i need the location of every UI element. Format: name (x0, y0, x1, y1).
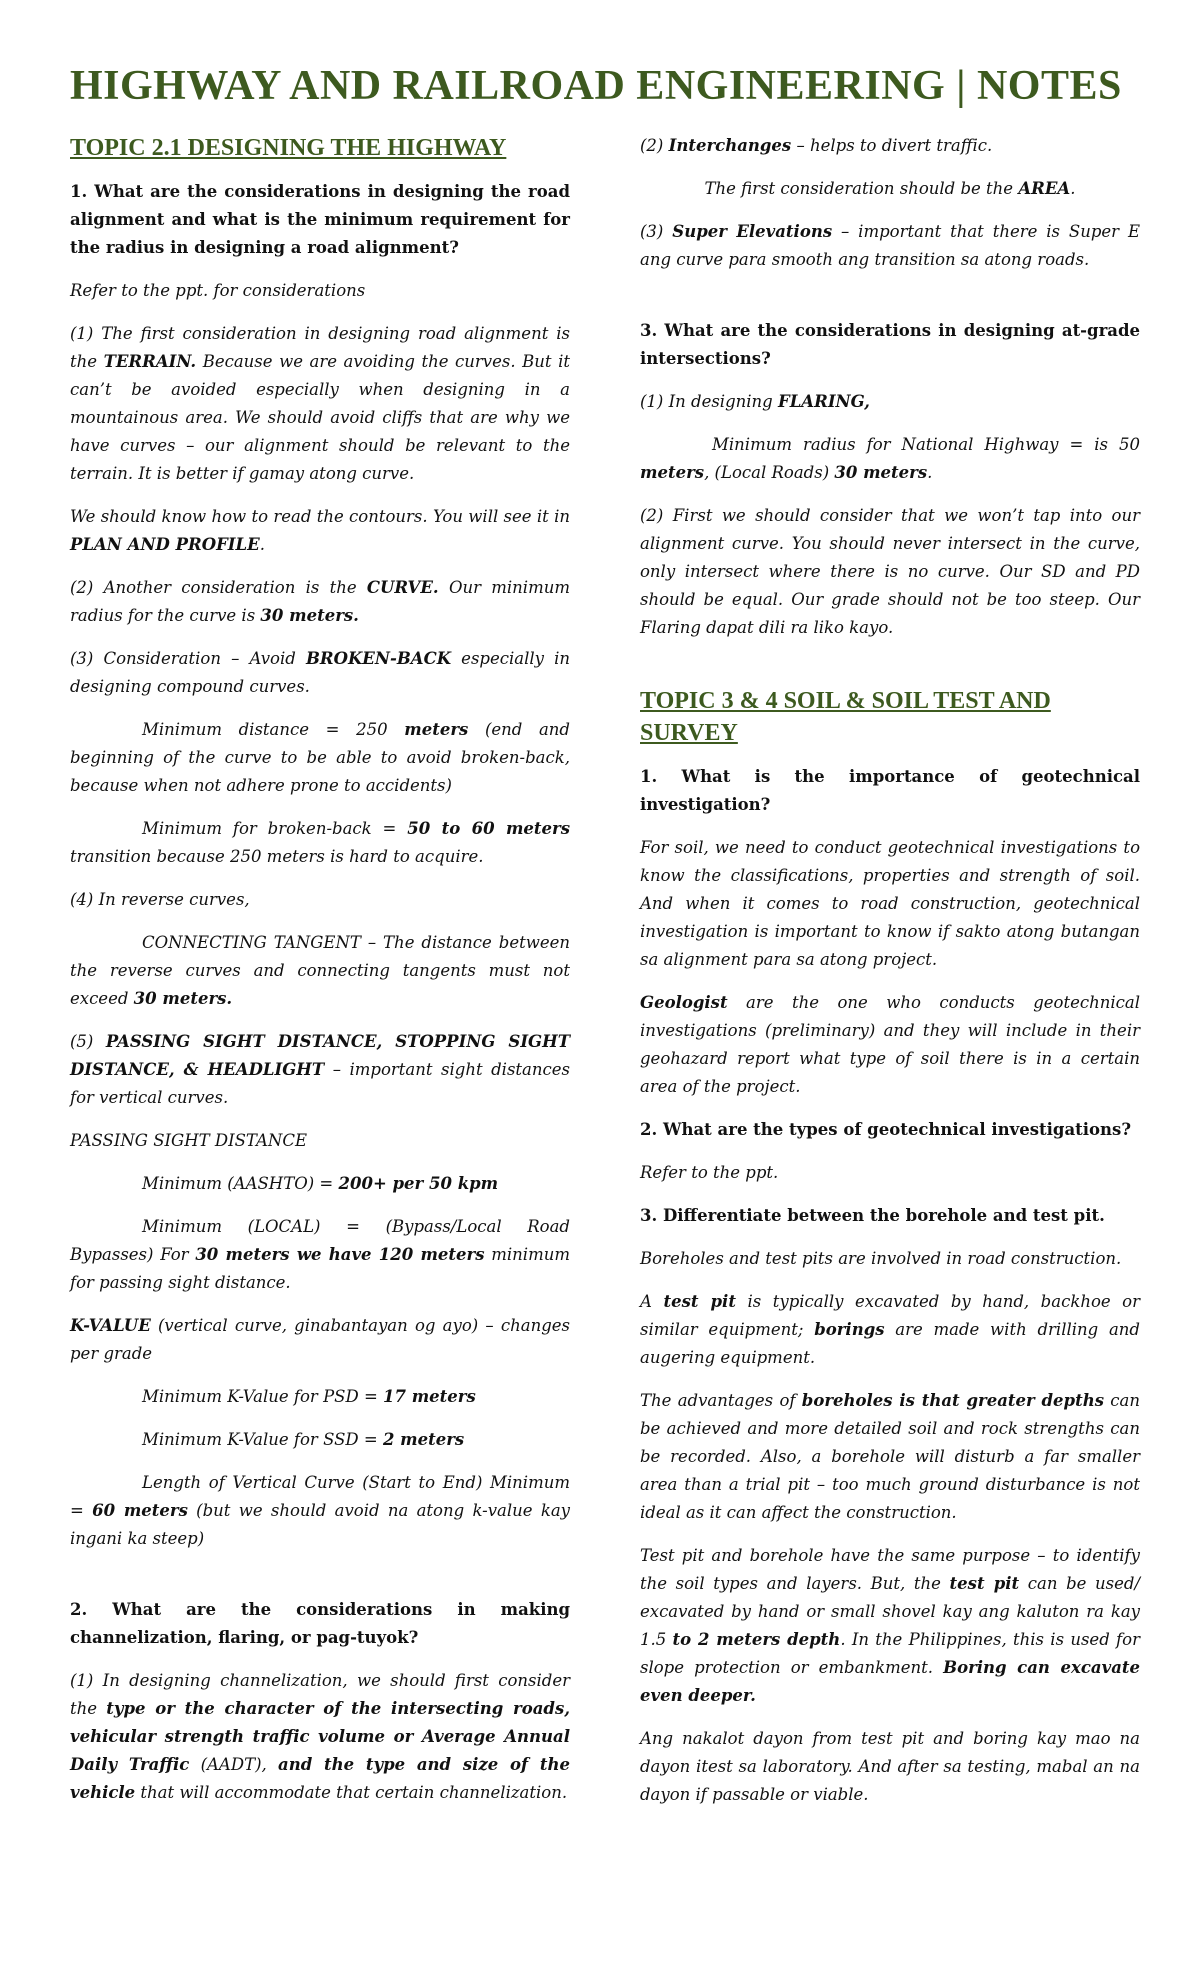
paragraph: (3) Super Elevations – important that there is Super E ang curve para smooth ang transition sa atong roads. (640, 222, 1140, 269)
paragraph: Minimum for broken-back = 50 to 60 meters transition because 250 meters is hard to acquire. (70, 819, 571, 866)
paragraph: Minimum K-Value for PSD = 17 meters (142, 1387, 476, 1406)
paragraph: Refer to the ppt. (640, 1163, 779, 1182)
topic-heading: TOPIC 2.1 DESIGNING THE HIGHWAY (70, 135, 507, 161)
paragraph: (2) Another consideration is the CURVE. Our minimum radius for the curve is 30 meters. (70, 578, 570, 625)
paragraph: K-VALUE (vertical curve, ginabantayan og ayo) – changes per grade (70, 1316, 570, 1363)
paragraph: (4) In reverse curves, (70, 890, 250, 909)
paragraph: (1) In designing channelization, we should first consider the type or the character of the intersecting roads, vehicular strength traffic volume or Average Annual Daily Traffic (AADT), and the type and size of the vehicle that will accommodate that certain channelization. (70, 1671, 570, 1802)
paragraph: Minimum distance = 250 meters (end and beginning of the curve to be able to avoid broken-back, because when not adhere prone to accidents) (70, 720, 570, 795)
paragraph: Geologist are the one who conducts geotechnical investigations (preliminary) and they will include in their geohazard report what type of soil there is in a certain area of the project. (640, 993, 1140, 1096)
question-4: 1. What is the importance of geotechnical investigation? (640, 767, 1140, 814)
paragraph: (2) First we should consider that we won’t tap into our alignment curve. You should never intersect in the curve, only intersect where there is no curve. Our SD and PD should be equal. Our grade should not be too steep. Our Flaring dapat dili ra liko kayo. (640, 506, 1140, 637)
question-3: 3. What are the considerations in designing at-grade intersections? (640, 321, 1140, 368)
paragraph: Ang nakalot dayon from test pit and boring kay mao na dayon itest sa laboratory. And after sa testing, mabal an na dayon if passable or viable. (640, 1729, 1140, 1804)
paragraph: We should know how to read the contours. You will see it in PLAN AND PROFILE. (70, 507, 570, 554)
paragraph: (1) The first consideration in designing road alignment is the TERRAIN. Because we are avoiding the curves. But it can’t be avoided especially when designing in a mountainous area. We should avoid cliffs that are why we have curves – our alignment should be relevant to the terrain. It is better if gamay atong curve. (70, 324, 570, 483)
paragraph: Length of Vertical Curve (Start to End) Minimum = 60 meters (but we should avoid na atong k-value kay ingani ka steep) (70, 1473, 570, 1548)
question-5: 2. What are the types of geotechnical investigations? (640, 1120, 1131, 1139)
topic-heading-2: TOPIC 3 & 4 SOIL & SOIL TEST AND SURVEY (640, 688, 1051, 746)
question-6: 3. Differentiate between the borehole and test pit. (640, 1206, 1105, 1225)
paragraph: (5) PASSING SIGHT DISTANCE, STOPPING SIGHT DISTANCE, & HEADLIGHT – important sight distances for vertical curves. (70, 1032, 570, 1107)
paragraph: A test pit is typically excavated by hand, backhoe or similar equipment; borings are made with drilling and augering equipment. (640, 1292, 1140, 1367)
left-column (70, 132, 570, 1822)
paragraph: Minimum (LOCAL) = (Bypass/Local Road Bypasses) For 30 meters we have 120 meters minimum for passing sight distance. (70, 1217, 571, 1292)
right-column (640, 132, 1140, 1824)
paragraph: Refer to the ppt. for considerations (70, 281, 366, 300)
paragraph: (3) Consideration – Avoid BROKEN-BACK especially in designing compound curves. (70, 649, 570, 696)
paragraph: Minimum (AASHTO) = 200+ per 50 kpm (142, 1174, 499, 1193)
paragraph: The first consideration should be the AREA. (704, 179, 1076, 198)
paragraph: For soil, we need to conduct geotechnical investigations to know the classifications, properties and strength of soil. And when it comes to road construction, geotechnical investigation is important to know if sakto atong butangan sa alignment para sa atong project. (640, 838, 1140, 969)
subheading: PASSING SIGHT DISTANCE (70, 1131, 308, 1150)
paragraph: The advantages of boreholes is that greater depths can be achieved and more detailed soil and rock strengths can be recorded. Also, a borehole will disturb a far smaller area than a trial pit – too much ground disturbance is not ideal as it can affect the construction. (640, 1391, 1141, 1522)
paragraph: Minimum K-Value for SSD = 2 meters (142, 1430, 465, 1449)
page-title: HIGHWAY AND RAILROAD ENGINEERING | NOTES (70, 63, 1122, 109)
question-1: 1. What are the considerations in designing the road alignment and what is the minimum requirement for the radius in designing a road alignment? (70, 182, 570, 257)
paragraph: Test pit and borehole have the same purpose – to identify the soil types and layers. But, the test pit can be used/ excavated by hand or small shovel kay ang kaluton ra kay 1.5 to 2 meters depth. In the Philippines, this is used for slope protection or embankment. Boring can excavate even deeper. (640, 1546, 1140, 1705)
paragraph: (1) In designing FLARING, (640, 392, 870, 411)
paragraph: Minimum radius for National Highway = is 50 meters, (Local Roads) 30 meters. (640, 435, 1140, 482)
paragraph: CONNECTING TANGENT – The distance between the reverse curves and connecting tangents must not exceed 30 meters. (70, 933, 570, 1008)
question-2: 2. What are the considerations in making channelization, flaring, or pag-tuyok? (70, 1600, 570, 1647)
paragraph: Boreholes and test pits are involved in road construction. (640, 1249, 1122, 1268)
paragraph: (2) Interchanges – helps to divert traffic. (640, 136, 993, 155)
